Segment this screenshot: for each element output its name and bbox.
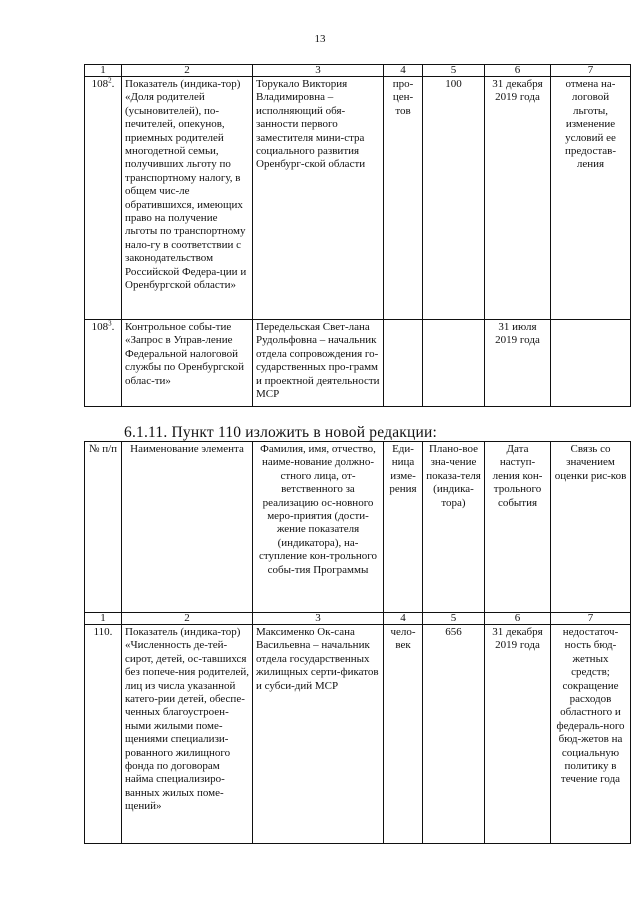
- responsible-person-cell: Передельская Свет-лана Рудольфовна – начальник отдела сопровождения го-сударственных про-грамм и проектной деятельности МСР: [253, 320, 384, 407]
- column-number-cell: 5: [423, 613, 485, 625]
- column-header: № п/п: [85, 442, 122, 613]
- table-row: [85, 625, 631, 844]
- unit-cell: про-цен-тов: [384, 77, 423, 320]
- row-number-cell: $108^3$.: [85, 320, 122, 407]
- column-number-cell: 5: [423, 65, 485, 77]
- column-number-cell: 6: [485, 65, 551, 77]
- row-number-cell: $108^2$.: [85, 77, 122, 320]
- column-header: Связь со значением оценки рис-ков: [551, 442, 631, 613]
- risk-link-cell: отмена на-логовой льготы, изменение условий ее предостав-ления: [551, 77, 631, 320]
- event-date-cell: 31 декабря 2019 года: [485, 625, 551, 844]
- element-name-cell: Контрольное собы-тие «Запрос в Управ-ление Федеральной налоговой службы по Оренбургской облас-ти»: [122, 320, 253, 407]
- plan-value-cell: [423, 320, 485, 407]
- table-top: [84, 64, 631, 407]
- header-numbers-row: [85, 65, 631, 77]
- plan-value-cell: 100: [423, 77, 485, 320]
- risk-link-cell: [551, 320, 631, 407]
- column-number-cell: 4: [384, 613, 423, 625]
- responsible-person-cell: Максименко Ок-сана Васильевна – начальник отдела государственных жилищных серти-фикатов и субси-дий МСР: [253, 625, 384, 844]
- column-number-cell: 4: [384, 65, 423, 77]
- page-number: 13: [314, 33, 326, 45]
- unit-cell: чело-век: [384, 625, 423, 844]
- column-number-cell: 3: [253, 65, 384, 77]
- column-header: Фамилия, имя, отчество, наиме-нование должно-стного лица, от-ветственного за реализацию ос-новного меро-приятия (дости-жение показателя (индикатора), на-ступление кон-трольного собы-тия Программы: [253, 442, 384, 613]
- row-number-superscript: 3: [108, 319, 112, 328]
- row-number-cell: 110.: [85, 625, 122, 844]
- column-header: Плано-вое зна-чение показа-теля (индика-тора): [423, 442, 485, 613]
- row-number: 108: [91, 321, 109, 333]
- column-number-cell: 2: [122, 613, 253, 625]
- responsible-person-cell: Торукало Виктория Владимировна – исполняющий обя-занности первого заместителя мини-стра социального развития Оренбург-ской области: [253, 77, 384, 320]
- column-number-cell: 2: [122, 65, 253, 77]
- event-date-cell: 31 декабря 2019 года: [485, 77, 551, 320]
- column-header: Дата наступ-ления кон-трольного события: [485, 442, 551, 613]
- risk-link-cell: недостаточ-ность бюд-жетных средств; сокращение расходов областного и федераль-ного бюд-жетов на социальную политику в течение года: [551, 625, 631, 844]
- event-date-cell: 31 июля 2019 года: [485, 320, 551, 407]
- plan-value-cell: 656: [423, 625, 485, 844]
- row-number-superscript: 2: [108, 76, 112, 85]
- element-name-cell: Показатель (индика-тор) «Численность де-тей-сирот, детей, ос-тавшихся без попече-ния родителей, лиц из числа указанной катего-рии детей, обеспе-ченных благоустроен-ными жилыми поме-щениями специализи-рованного жилищного фонда по договорам найма специализиро-ванных жилых поме-щений»: [122, 625, 253, 844]
- column-number-cell: 7: [551, 65, 631, 77]
- row-number: 108: [91, 78, 109, 90]
- column-number-cell: 3: [253, 613, 384, 625]
- column-header: Наименование элемента: [122, 442, 253, 613]
- table-bottom: [84, 441, 631, 844]
- table-row: [85, 320, 631, 407]
- section-heading: 6.1.11. Пункт 110 изложить в новой редакции:: [124, 424, 438, 441]
- element-name-cell: Показатель (индика-тор) «Доля родителей (усыновителей), по-печителей, опекунов, приемных родителей многодетной семьи, получивших льготу по транспортному налогу, в общем чис-ле обратившихся, имеющих право на получение льготы по транспортному нало-гу в соответствии с законодательством Российской Федера-ции и Оренбургской области»: [122, 77, 253, 320]
- column-number-cell: 6: [485, 613, 551, 625]
- table-row: [85, 77, 631, 320]
- column-number-cell: 7: [551, 613, 631, 625]
- column-headers-row: [85, 442, 631, 613]
- unit-cell: [384, 320, 423, 407]
- column-number-cell: 1: [85, 613, 122, 625]
- column-header: Еди-ница изме-рения: [384, 442, 423, 613]
- column-number-cell: 1: [85, 65, 122, 77]
- header-numbers-row: [85, 613, 631, 625]
